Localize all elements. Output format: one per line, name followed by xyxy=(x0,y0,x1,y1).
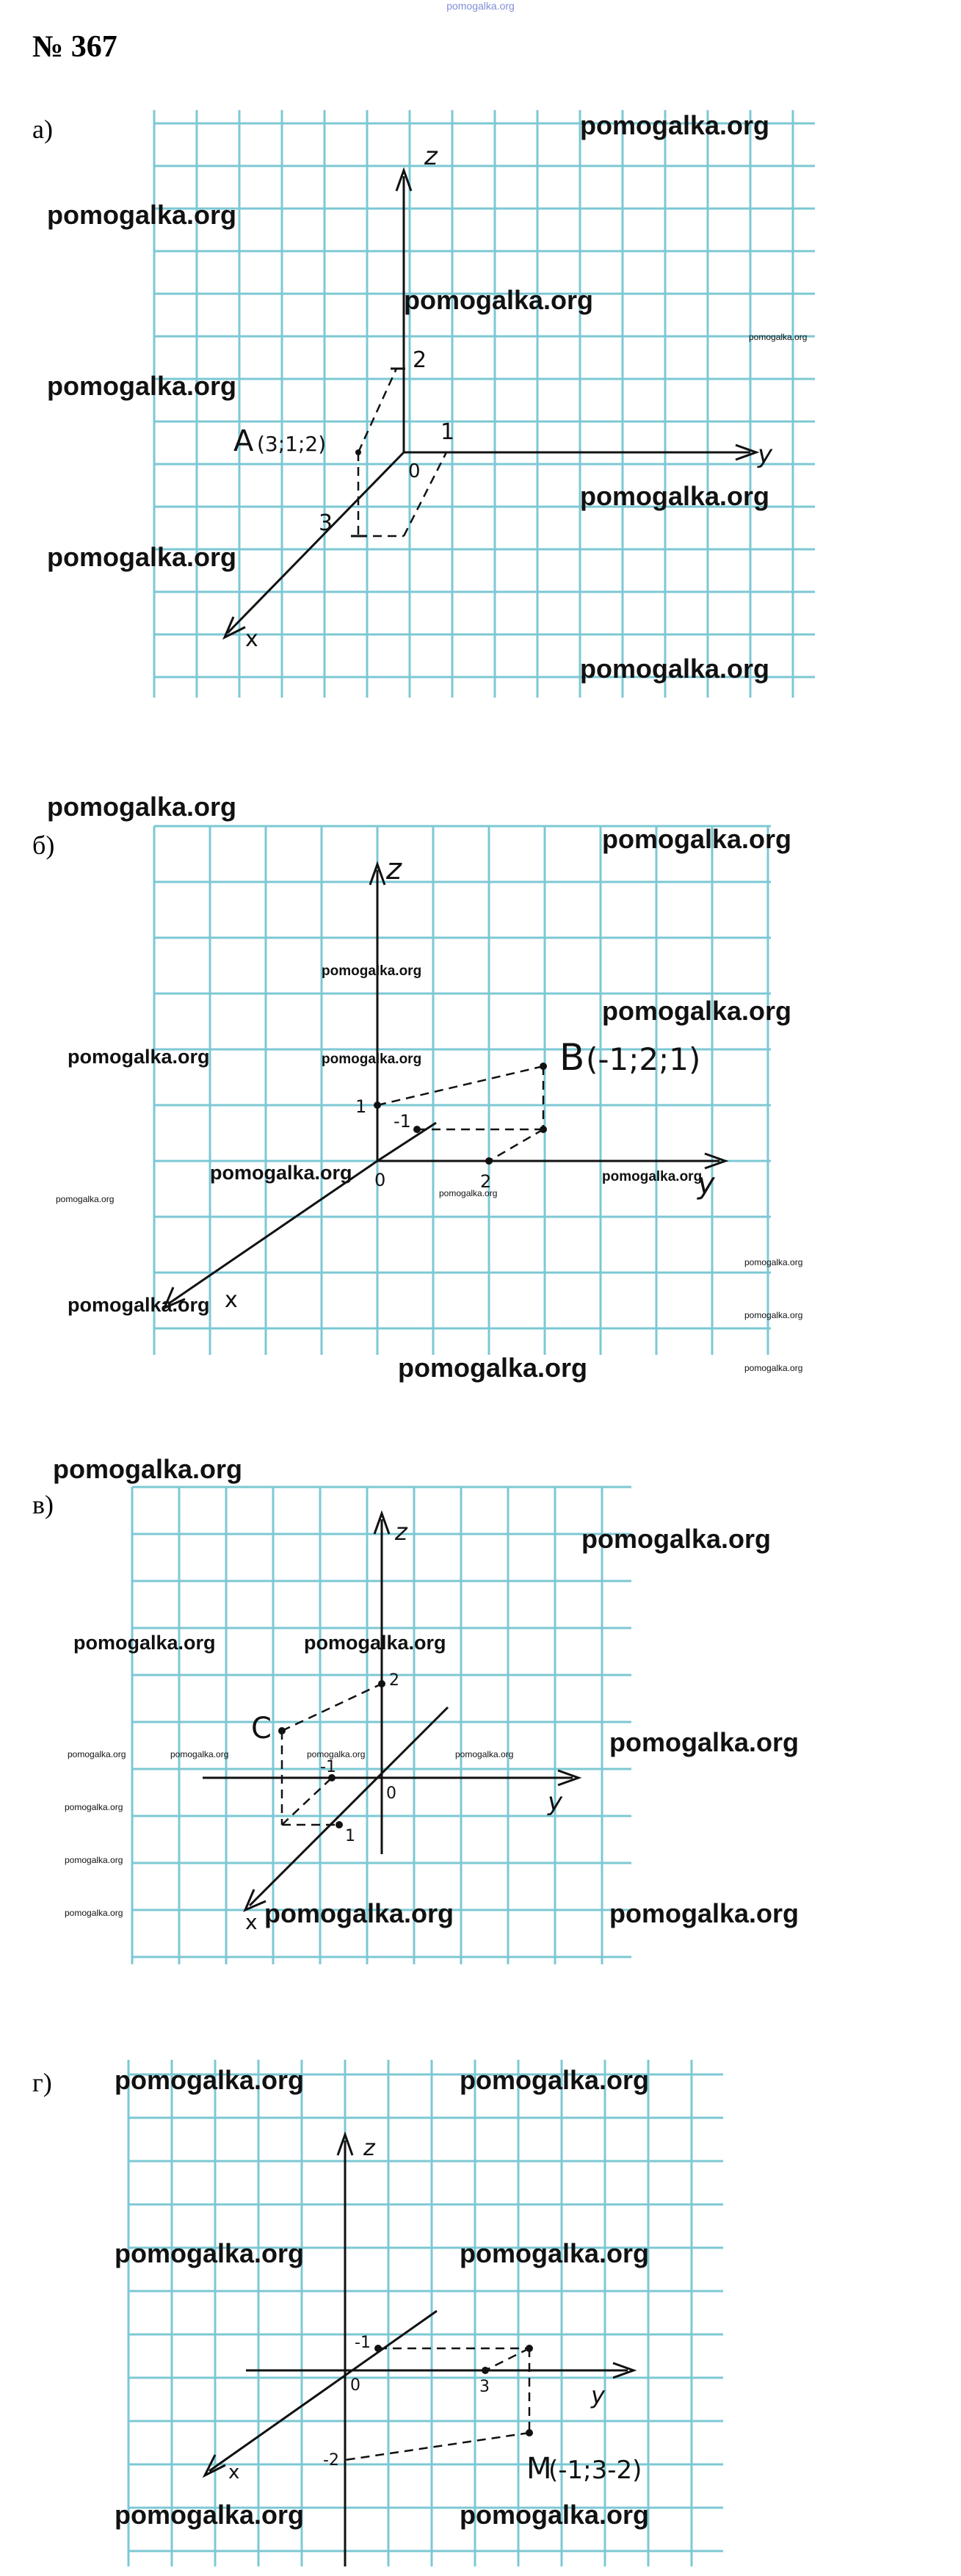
part-b-origin: 0 xyxy=(374,1170,386,1190)
watermark: pomogalka.org xyxy=(404,285,594,315)
part-d-point-coords: (-1;3-2) xyxy=(548,2456,642,2485)
watermark: pomogalka.org xyxy=(749,332,808,342)
watermark: pomogalka.org xyxy=(53,1454,243,1484)
part-d-figure xyxy=(128,2060,723,2566)
part-d-x-tick: -2 xyxy=(323,2451,339,2470)
part-b-x-tick: -1 xyxy=(394,1111,411,1132)
watermark: pomogalka.org xyxy=(744,1257,803,1267)
watermark: pomogalka.org xyxy=(115,2065,305,2095)
part-b-point-coords: (-1;2;1) xyxy=(586,1041,701,1077)
watermark: pomogalka.org xyxy=(460,2238,650,2268)
part-d-origin: 0 xyxy=(350,2376,360,2395)
part-a-y-tick: 1 xyxy=(440,419,455,445)
watermark: pomogalka.org xyxy=(115,2238,305,2268)
part-c-point-name: C xyxy=(251,1712,272,1745)
part-a-figure xyxy=(154,110,815,698)
header-site-link[interactable]: pomogalka.org xyxy=(446,0,515,12)
watermark: pomogalka.org xyxy=(68,1749,126,1759)
watermark: pomogalka.org xyxy=(744,1363,803,1373)
part-b-figure xyxy=(154,826,771,1355)
watermark: pomogalka.org xyxy=(322,1052,422,1067)
part-b-y-tick: 2 xyxy=(480,1171,492,1192)
watermark: pomogalka.org xyxy=(580,481,770,511)
watermark: pomogalka.org xyxy=(580,654,770,684)
part-d-label: г) xyxy=(32,2068,52,2097)
watermark: pomogalka.org xyxy=(65,1802,123,1812)
part-b-point-name: B xyxy=(559,1036,585,1079)
part-c-y-tick: 1 xyxy=(345,1827,355,1845)
watermark: pomogalka.org xyxy=(460,2500,650,2530)
watermark: pomogalka.org xyxy=(581,1524,772,1554)
watermark: pomogalka.org xyxy=(580,110,770,140)
watermark: pomogalka.org xyxy=(609,1727,799,1757)
part-c-figure xyxy=(132,1487,631,1964)
part-a-label: а) xyxy=(32,115,53,144)
part-d-z-label: z xyxy=(363,2135,375,2161)
part-a-z-label: z xyxy=(424,142,438,171)
part-c-z-tick: 2 xyxy=(389,1671,399,1690)
part-b-z-label: z xyxy=(386,853,402,886)
part-b-y-label: y xyxy=(697,1167,715,1201)
part-c-x-tick: -1 xyxy=(320,1758,336,1776)
part-c-label: в) xyxy=(32,1490,54,1519)
watermark: pomogalka.org xyxy=(602,824,792,854)
watermark: pomogalka.org xyxy=(68,1294,210,1316)
part-b-x-label: x xyxy=(225,1287,238,1313)
part-c-y-label: y xyxy=(548,1787,563,1817)
watermark: pomogalka.org xyxy=(322,963,422,979)
watermark: pomogalka.org xyxy=(304,1632,446,1654)
part-c-origin: 0 xyxy=(386,1784,396,1803)
watermark: pomogalka.org xyxy=(602,996,792,1026)
watermark: pomogalka.org xyxy=(455,1749,514,1759)
watermark: pomogalka.org xyxy=(744,1310,803,1320)
watermark: pomogalka.org xyxy=(115,2500,305,2530)
part-d-x-label: x xyxy=(228,2461,240,2483)
part-d-y-tick: 3 xyxy=(479,2378,490,2396)
watermark: pomogalka.org xyxy=(65,1855,123,1865)
watermark: pomogalka.org xyxy=(47,200,237,230)
part-a-point-name: A xyxy=(233,424,254,458)
part-a-z-tick: 2 xyxy=(413,347,427,373)
part-d-y-label: y xyxy=(591,2381,605,2409)
watermark: pomogalka.org xyxy=(73,1632,216,1654)
watermark: pomogalka.org xyxy=(47,542,237,572)
watermark: pomogalka.org xyxy=(65,1908,123,1918)
part-b-z-tick: 1 xyxy=(355,1096,367,1117)
part-a-point-coords: (3;1;2) xyxy=(257,432,327,456)
part-c-x-label: x xyxy=(245,1910,258,1934)
watermark: pomogalka.org xyxy=(609,1898,799,1928)
watermark: pomogalka.org xyxy=(307,1749,366,1759)
part-c-z-label: z xyxy=(395,1518,407,1546)
watermark: pomogalka.org xyxy=(170,1749,229,1759)
part-d-point-name: M xyxy=(526,2452,552,2486)
watermark: pomogalka.org xyxy=(460,2065,650,2095)
part-d-z-tick: -1 xyxy=(355,2334,371,2352)
watermark: pomogalka.org xyxy=(210,1162,352,1184)
part-a-x-label: x xyxy=(245,626,258,652)
part-b-label: б) xyxy=(32,831,55,860)
watermark: pomogalka.org xyxy=(47,792,237,822)
watermark: pomogalka.org xyxy=(602,1169,703,1184)
watermark: pomogalka.org xyxy=(47,371,237,401)
part-a-origin: 0 xyxy=(408,460,421,482)
watermark: pomogalka.org xyxy=(398,1353,588,1383)
watermark: pomogalka.org xyxy=(68,1046,210,1068)
watermark: pomogalka.org xyxy=(439,1188,498,1198)
part-a-x-tick: 3 xyxy=(319,510,333,536)
watermark: pomogalka.org xyxy=(264,1898,454,1928)
problem-title: № 367 xyxy=(32,30,117,64)
part-a-y-label: y xyxy=(758,440,773,469)
watermark: pomogalka.org xyxy=(56,1194,115,1204)
